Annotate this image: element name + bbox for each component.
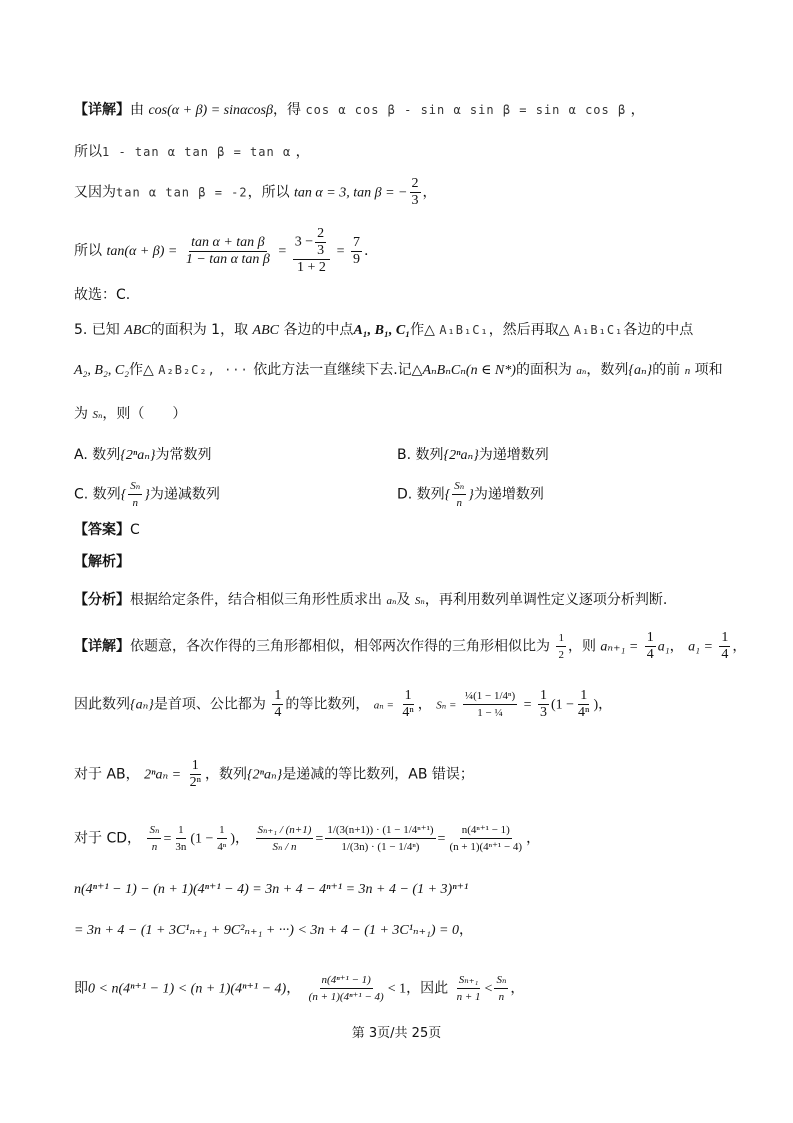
text: ， [295, 144, 310, 160]
text: 为递增数列 [478, 447, 549, 463]
formula: ) [230, 831, 236, 847]
text: 的面积为 [515, 362, 572, 378]
option-c[interactable]: C. 数列{ $\frac{\text{Sₙ}}{n}$ }为递减数列 [74, 480, 220, 509]
formula-grey: A₂B₂C₂, ··· [158, 363, 249, 377]
text: 及 [396, 592, 411, 608]
text: 对于 CD， [74, 830, 142, 847]
formula: aₙ₊₁ = [600, 639, 639, 655]
text: ， [235, 830, 250, 847]
text: 因此数列 [74, 696, 130, 713]
text: ，然后再取△ [488, 322, 570, 338]
formula: ABC [252, 323, 279, 338]
text: 为递增数列 [473, 486, 544, 503]
detail-line-13 [74, 920, 473, 941]
equals: = [437, 831, 446, 847]
fenxi-line [74, 590, 667, 611]
fraction-complex: 3 − $\frac{2}{3}$ 1 + 2 [293, 226, 330, 276]
text: ，则（ ） [102, 406, 187, 422]
formula: < 1 [387, 981, 407, 997]
detail-line-2 [74, 142, 310, 162]
fraction: $\frac{1}{3n}$ [175, 824, 187, 853]
formula: = 3n + 4 − (1 + 3C¹ₙ₊₁ + 9C²ₙ₊₁ + ···) < 3n + 4 − (1 + 3C¹ₙ₊₁) = 0 [74, 923, 459, 938]
conclusion: 故选：C. [74, 287, 131, 303]
formula-grey: cos α cos β - sin α sin β = sin α cos β [305, 103, 627, 117]
detail-tag: 【详解】 [74, 638, 130, 655]
fraction: $\frac{1}{4}$ [721, 630, 729, 662]
text: 为 [74, 406, 88, 422]
formula: ) [593, 697, 599, 713]
fraction: $\frac{\text{tan α + tan β}}{\text{1 − tan α tan β}}$ [185, 234, 270, 267]
fenxi-tag: 【分析】 [74, 592, 130, 608]
text: 是递减的等比数列，AB 错误； [282, 766, 474, 783]
fraction: $\frac{1}{\text{4ⁿ}}$ [217, 824, 227, 853]
text: 5. 已知 [74, 322, 120, 338]
text: ，所以 [247, 184, 290, 201]
equals: = [523, 697, 532, 713]
answer-tag: 【答案】 [74, 522, 130, 538]
fraction: $\frac{1}{3}$ [539, 688, 547, 720]
text: 为常数列 [155, 447, 212, 463]
text: ， [669, 638, 684, 655]
option-b[interactable] [397, 445, 549, 466]
fraction: $\frac{1}{\text{2ⁿ}}$ [189, 758, 201, 790]
text: 所以 [74, 144, 102, 160]
fraction: $\frac{1}{\text{4ⁿ}}$ [578, 688, 590, 720]
fraction-complex: $\frac{\text{1/(3(n+1)) · (1 − 1/4ⁿ⁺¹)}}{\text{1/(3n) · (1 − 1/4ⁿ)}}$ [327, 824, 434, 853]
text: 又因为 [74, 184, 116, 201]
formula: {aₙ} [628, 363, 653, 378]
analysis-tag: 【解析】 [74, 554, 130, 570]
text: ， [732, 638, 747, 655]
formula: AₙBₙCₙ(n ∈ N*) [422, 363, 516, 378]
formula-grey: tan α tan β = -2 [116, 185, 248, 200]
formula: ABC [124, 323, 151, 338]
formula: Sₙ [414, 595, 425, 607]
text: ， [458, 922, 473, 938]
fraction: $\frac{\text{Sₙ}}{n}$ [149, 824, 160, 853]
formula: a₁ = [688, 639, 713, 655]
text: 是首项、公比都为 [153, 696, 266, 713]
detail-line-4 [74, 226, 368, 276]
text: 对于 AB， [74, 766, 140, 783]
option-label: C. 数列 [74, 486, 121, 503]
question-5-line-3 [74, 404, 186, 425]
detail-line-11 [74, 822, 540, 855]
fraction-complex: $\frac{\text{¼(1 − 1/4ⁿ)}}{\text{1 − ¼}}$ [464, 690, 516, 719]
text: ， [526, 830, 541, 847]
answer-line [74, 520, 140, 540]
formula-grey: A₁B₁C₁ [439, 323, 489, 337]
fraction-complex: $\frac{\text{Sₙ₊₁ / (n+1)}}{\text{Sₙ / n}}$ [257, 824, 312, 853]
fraction: $\frac{1}{2}$ [558, 632, 564, 661]
equals: = [315, 831, 324, 847]
formula: aₙ [386, 595, 397, 607]
fraction: $\frac{\text{Sₙ₊₁}}{n + 1}$ [456, 974, 481, 1003]
fraction: $\frac{1}{4}$ [646, 630, 654, 662]
fraction: $\frac{\text{Sₙ}}{n}$ [454, 480, 465, 509]
formula: 0 < n(4ⁿ⁺¹ − 1) < (n + 1)(4ⁿ⁺¹ − 4) [88, 981, 287, 997]
text: 的前 [652, 362, 681, 378]
question-5-line-1 [74, 320, 693, 341]
option-label: A. 数列 [74, 447, 121, 463]
text: 为递减数列 [149, 486, 220, 503]
text: . [363, 243, 369, 259]
text: ，数列 [205, 766, 247, 783]
formula: {2ⁿaₙ} [247, 767, 283, 783]
formula: 2ⁿaₙ = [144, 767, 182, 783]
text: ， [286, 980, 301, 997]
text: 作△ [129, 362, 154, 378]
formula: tan(α + β) = [106, 244, 178, 259]
formula: < [484, 981, 493, 997]
detail-line-14 [74, 972, 524, 1005]
text: 各边的中点 [623, 322, 694, 338]
equals: = [336, 244, 345, 259]
formula: a₁ [657, 639, 670, 655]
detail-line-9 [74, 688, 612, 721]
text: 所以 [74, 243, 102, 259]
equals: = [278, 244, 287, 259]
formula: (1 − [190, 831, 214, 847]
option-label: B. 数列 [397, 447, 444, 463]
detail-tag: 【详解】 [74, 102, 130, 118]
formula: aₙ [576, 365, 587, 377]
equals: = [163, 831, 172, 847]
text: ， [510, 980, 525, 997]
detail-line-1 [74, 100, 645, 121]
fraction: $\frac{\text{n(4ⁿ⁺¹ − 1)}}{\text{(n + 1)(4ⁿ⁺¹ − 4)}}$ [308, 974, 384, 1003]
page-footer: 第 3页/共 25页 [351, 1026, 442, 1041]
fraction: $\frac{1}{\text{4ⁿ}}$ [402, 688, 414, 720]
text: 作△ [410, 322, 435, 338]
formula: aₙ = [373, 699, 394, 712]
text: ，数列 [586, 362, 629, 378]
formula: A₁, B₁, C₁ [353, 323, 411, 338]
option-d[interactable]: D. 数列{ $\frac{\text{Sₙ}}{n}$ }为递增数列 [397, 480, 544, 509]
option-a[interactable] [74, 445, 212, 466]
text: ， [598, 696, 613, 713]
detail-line-10 [74, 758, 474, 791]
text: ， [422, 184, 437, 201]
text: 由 [130, 102, 144, 118]
detail-line-8 [74, 630, 746, 663]
text: ，因此 [406, 980, 449, 997]
detail-line-3 [74, 176, 437, 209]
formula: cos(α + β) = sinαcosβ [148, 103, 273, 118]
fraction: $\frac{\text{Sₙ}}{n}$ [496, 974, 507, 1003]
fraction: $\frac{1}{4}$ [274, 688, 282, 720]
formula: {aₙ} [130, 697, 154, 713]
fraction: $\frac{\text{n(4ⁿ⁺¹ − 1)}}{\text{(n + 1)(4ⁿ⁺¹ − 4)}}$ [449, 824, 523, 853]
option-label: D. 数列 [397, 486, 445, 503]
formula: Sₙ = [436, 699, 457, 712]
formula: {2ⁿaₙ} [443, 448, 479, 463]
text: 的面积为 1，取 [150, 322, 249, 338]
detail-line-12: n(4ⁿ⁺¹ − 1) − (n + 1)(4ⁿ⁺¹ − 4) = 3n + 4 − 4ⁿ⁺¹ = 3n + 4 − (1 + 3)ⁿ⁺¹ [74, 882, 469, 897]
question-5-line-2 [74, 360, 723, 381]
fraction: $\frac{\text{Sₙ}}{n}$ [130, 480, 141, 509]
formula: A₂, B₂, C₂ [74, 363, 130, 378]
text: ， [630, 102, 645, 118]
formula: (1 − [550, 697, 575, 713]
text: 项和 [694, 362, 723, 378]
fraction: $\frac{2}{3}$ [411, 176, 419, 208]
text: 的等比数列， [285, 696, 370, 713]
answer-value: C [130, 522, 140, 538]
text: ，再利用数列单调性定义逐项分析判断. [424, 592, 668, 608]
formula: tan α = 3, tan β = − [294, 185, 408, 201]
text: ，得 [272, 102, 301, 118]
text: 依此方法一直继续下去.记△ [253, 362, 423, 378]
text: ，则 [567, 638, 596, 655]
text: 依题意，各次作得的三角形都相似，相邻两次作得的三角形相似比为 [130, 638, 550, 655]
formula: {2ⁿaₙ} [120, 448, 156, 463]
text: 各边的中点 [283, 322, 354, 338]
fraction: $\frac{7}{9}$ [352, 234, 360, 267]
formula: n [684, 365, 691, 377]
text: ， [417, 696, 432, 713]
formula: Sₙ [92, 409, 103, 421]
formula-grey: 1 - tan α tan β = tan α [102, 145, 292, 159]
text: 即 [74, 980, 88, 997]
text: 根据给定条件，结合相似三角形性质求出 [130, 592, 382, 608]
formula-grey: A₁B₁C₁ [573, 323, 624, 337]
